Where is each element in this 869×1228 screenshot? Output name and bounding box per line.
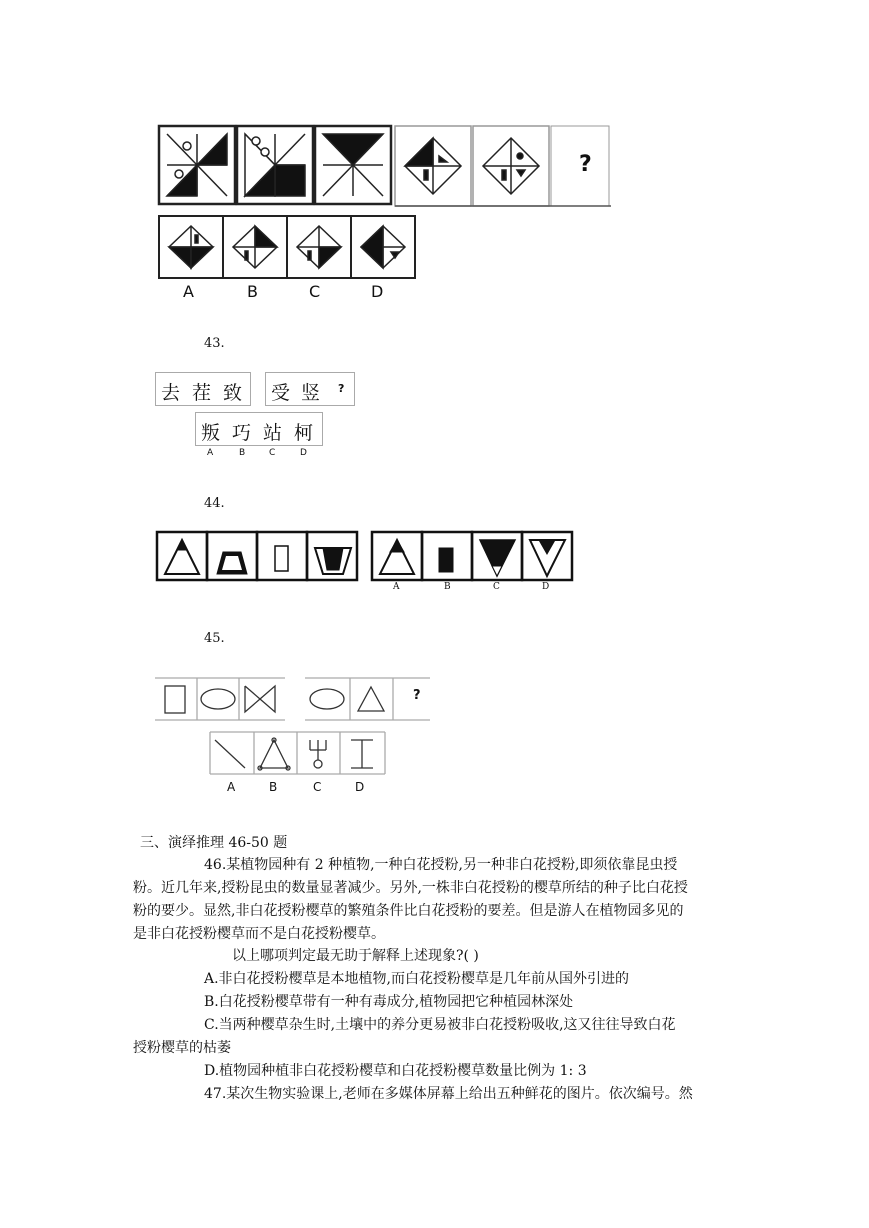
q43-option-label-a: A [207,448,214,458]
q45-option-label-d: D [355,780,365,794]
q42-option-d [351,216,415,278]
q46-line-4: 是非白花授粉樱草而不是白花授粉樱草。 [133,926,385,942]
q46-option-b: B.白花授粉樱草带有一种有毒成分,植物园把它种植园林深处 [204,994,574,1010]
q46-option-d: D.植物园种植非白花授粉樱草和白花授粉樱草数量比例为 1: 3 [204,1063,587,1079]
q44-option-label-b: B [444,582,451,592]
q44-figure [155,530,575,598]
q42-stem-cell-5 [473,126,549,206]
q42-figure-graphic [155,122,615,302]
q43-option-label-b: B [239,448,246,458]
q47-line-1: 47.某次生物实验课上,老师在多媒体屏幕上给出五种鲜花的图片。依次编号。然 [204,1086,693,1102]
q43-number: 43. [204,336,225,351]
q42-option-label-c: C [309,282,321,301]
q45-option-label-c: C [313,780,322,794]
q42-option-b [223,216,287,278]
q43-option-label-c: C [269,448,276,458]
q45-option-label-b: B [269,780,278,794]
q43-char-4: 受 [271,382,291,404]
q44-figure-graphic [155,530,575,586]
q43-figure [155,370,355,462]
q42-option-label-b: B [247,282,258,301]
q46-line-2: 粉。近几年来,授粉昆虫的数量显著减少。另外,一株非白花授粉的樱草所结的种子比白花授 [133,880,688,896]
q42-stem-cell-3 [315,126,391,204]
q44-option-label-d: D [542,582,550,592]
q43-char-1: 去 [161,382,181,404]
q43-option-b: 巧 [232,422,252,444]
q46-prompt: 以上哪项判定最无助于解释上述现象?( ) [232,948,479,964]
q43-option-c: 站 [263,422,283,444]
q42-option-c [287,216,351,278]
q43-question-mark: ? [338,382,345,395]
q45-question-mark: ? [413,688,421,703]
q42-option-a [159,216,223,278]
q42-stem-cell-1 [159,126,235,204]
q44-option-label-c: C [493,582,500,592]
q43-char-2: 茬 [192,382,212,404]
q43-char-5: 竖 [301,382,321,404]
q43-option-label-d: D [300,448,307,458]
q42-option-label-d: D [371,282,384,301]
q43-char-3: 致 [223,382,243,404]
section-heading: 三、演绎推理 46-50 题 [140,835,288,851]
q42-option-label-a: A [183,282,194,301]
q45-figure-graphic [155,670,440,780]
q45-option-label-a: A [227,780,236,794]
q44-option-label-a: A [393,582,400,592]
q44-number: 44. [204,496,225,511]
q46-option-c-line-2: 授粉樱草的枯萎 [133,1040,231,1056]
q46-line-1: 46.某植物园种有 2 种植物,一种白花授粉,另一种非白花授粉,即须依靠昆虫授 [204,857,678,873]
q42-stem-cell-2 [237,126,313,204]
q45-figure [155,670,440,800]
q46-option-a: A.非白花授粉樱草是本地植物,而白花授粉樱草是几年前从国外引进的 [204,971,630,987]
q46-option-c-line-1: C.当两种樱草杂生时,土壤中的养分更易被非白花授粉吸收,这又往往导致白花 [204,1017,676,1033]
q43-option-a: 叛 [201,422,221,444]
q42-stem-cell-4 [395,126,471,206]
q45-number: 45. [204,631,225,646]
q43-option-d: 柯 [294,422,314,444]
q42-figure [155,122,615,302]
q42-question-mark: ? [579,152,592,177]
q46-line-3: 粉的要少。显然,非白花授粉樱草的繁殖条件比白花授粉的要差。但是游人在植物园多见的 [133,903,684,919]
